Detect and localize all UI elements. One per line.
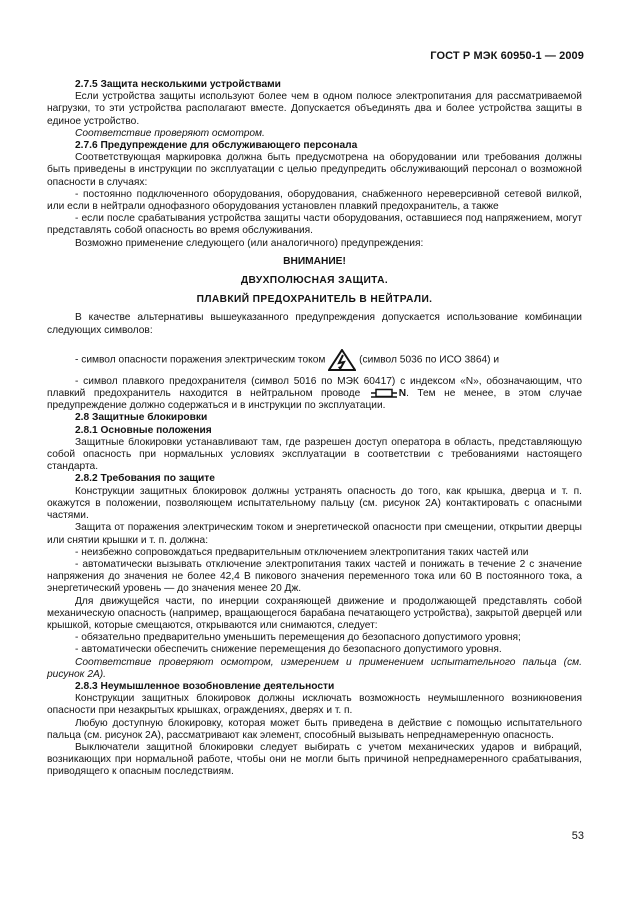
- warning-line: ПЛАВКИЙ ПРЕДОХРАНИТЕЛЬ В НЕЙТРАЛИ.: [196, 294, 433, 306]
- list-item: [47, 376, 582, 413]
- paragraph: Защитные блокировки устанавливают там, где разрешен доступ оператора в область, представляющую собой опасность при нормальных условиях эксплуатации в соответствии с требованиями настоящего стандарта.: [47, 436, 582, 473]
- fuse-text-end: . Тем не менее, в этом случае предупреждение должно содержаться и в инструкции по эксплуатации.: [47, 388, 583, 412]
- compliance-note: Соответствие проверяют осмотром, измерением и применением испытательного пальца (см. рисунок 2А).: [47, 656, 582, 680]
- section-heading-2-8-3: 2.8.3 Неумышленное возобновление деятельности: [75, 680, 335, 692]
- section-heading-2-8-2: 2.8.2 Требования по защите: [75, 473, 215, 485]
- paragraph: Конструкции защитных блокировок должны устранять опасность до того, как крышка, дверца и т. п. окажутся в положении, позволяющем испытательному пальцу (см. рисунок 2А) контактировать с опасными частями.: [47, 485, 582, 522]
- paragraph: Конструкции защитных блокировок должны исключать возможность неумышленного возникновения опасности при незакрытых крышках, ограждениях, дверях и т. п.: [47, 693, 582, 717]
- warning-line: ДВУХПОЛЮСНАЯ ЗАЩИТА.: [240, 275, 389, 287]
- paragraph: Если устройства защиты используют более чем в одном полюсе электропитания для рассматриваемой нагрузки, то эти устройства располагают вместе. Допускается объединять два и более устройства защиты в единое устройство.: [47, 91, 582, 127]
- list-item: - автоматически вызывать отключение электропитания таких частей и понижать в течение 2 с значение напряжения до значения не более 42,4 В пикового значения переменного тока или 60 В постоянного тока, а энергетический уровень — до значения менее 20 Дж.: [47, 558, 582, 595]
- paragraph: В качестве альтернативы вышеуказанного предупреждения допускается использование комбинации следующих символов:: [47, 312, 582, 336]
- paragraph: Соответствующая маркировка должна быть предусмотрена на оборудовании или требования должны быть приведены в инструкции по эксплуатации с целью предупредить обслуживающий персонал о возможной опасности в случаях:: [47, 152, 582, 188]
- page-number: 53: [571, 830, 584, 842]
- paragraph: Защита от поражения электрическим током и энергетической опасности при смещении, открытии дверцы или снятии крышки и т. п. должна:: [47, 522, 582, 546]
- section-heading-2-8-1: 2.8.1 Основные положения: [75, 424, 212, 436]
- section-heading-2-7-6: 2.7.6 Предупреждение для обслуживающего персонала: [75, 140, 358, 152]
- list-item: - автоматически обеспечить снижение перемещения до безопасного допустимого уровня.: [75, 644, 502, 656]
- list-item: - если после срабатывания устройства защиты части оборудования, оставшиеся под напряжением, могут представлять собой опасность во время обслуживания.: [47, 213, 582, 237]
- fuse-text: - символ плавкого предохранителя (символ 5016 по МЭК 60417) с индексом «N», обозначающим, что плавкий предохранитель находится в нейтральном проводе: [47, 375, 582, 400]
- document-body: [47, 79, 582, 779]
- fuse-icon: [371, 388, 397, 398]
- symbol-text: (символ 5036 по ИСО 3864) и: [359, 354, 500, 366]
- fuse-index: N: [398, 388, 407, 400]
- list-item: - постоянно подключенного оборудования, оборудования, снабженного нереверсивной сетевой вилкой, или если в нейтрали однофазного оборудования установлен плавкий предохранитель, а также: [47, 188, 582, 213]
- document-header: ГОСТ Р МЭК 60950-1 — 2009: [430, 50, 584, 62]
- electric-shock-warning-icon: [328, 349, 356, 371]
- paragraph: Любую доступную блокировку, которая может быть приведена в действие с помощью испытательного пальца (см. рисунок 2А), рассматривают как элемент, способный вызывать непреднамеренную опасность.: [47, 717, 582, 741]
- list-item: - неизбежно сопровождаться предварительным отключением электропитания таких частей или: [75, 546, 529, 558]
- section-heading-2-8: 2.8 Защитные блокировки: [75, 412, 208, 424]
- paragraph: Возможно применение следующего (или аналогичного) предупреждения:: [75, 237, 424, 249]
- section-heading-2-7-5: 2.7.5 Защита несколькими устройствами: [75, 79, 281, 90]
- paragraph: Выключатели защитной блокировки следует выбирать с учетом механических ударов и вибраций, возникающих при нормальной работе, чтобы они не могли быть причиной непреднамеренного срабатывания, приводящего к опасным последствиям.: [47, 741, 582, 778]
- paragraph: Для движущейся части, по инерции сохраняющей движение и продолжающей представлять собой механическую опасность (например, вращающегося барабана печатающего устройства), закрытой дверцей или крышкой, которые смещаются, открываются или снимаются, следует:: [47, 595, 582, 631]
- list-item: [47, 349, 582, 371]
- list-item: - обязательно предварительно уменьшить перемещения до безопасного допустимого уровня;: [75, 632, 521, 644]
- compliance-note: Соответствие проверяют осмотром.: [75, 127, 265, 139]
- warning-title: ВНИМАНИЕ!: [283, 255, 346, 267]
- symbol-text: - символ опасности поражения электрическим током: [75, 354, 326, 366]
